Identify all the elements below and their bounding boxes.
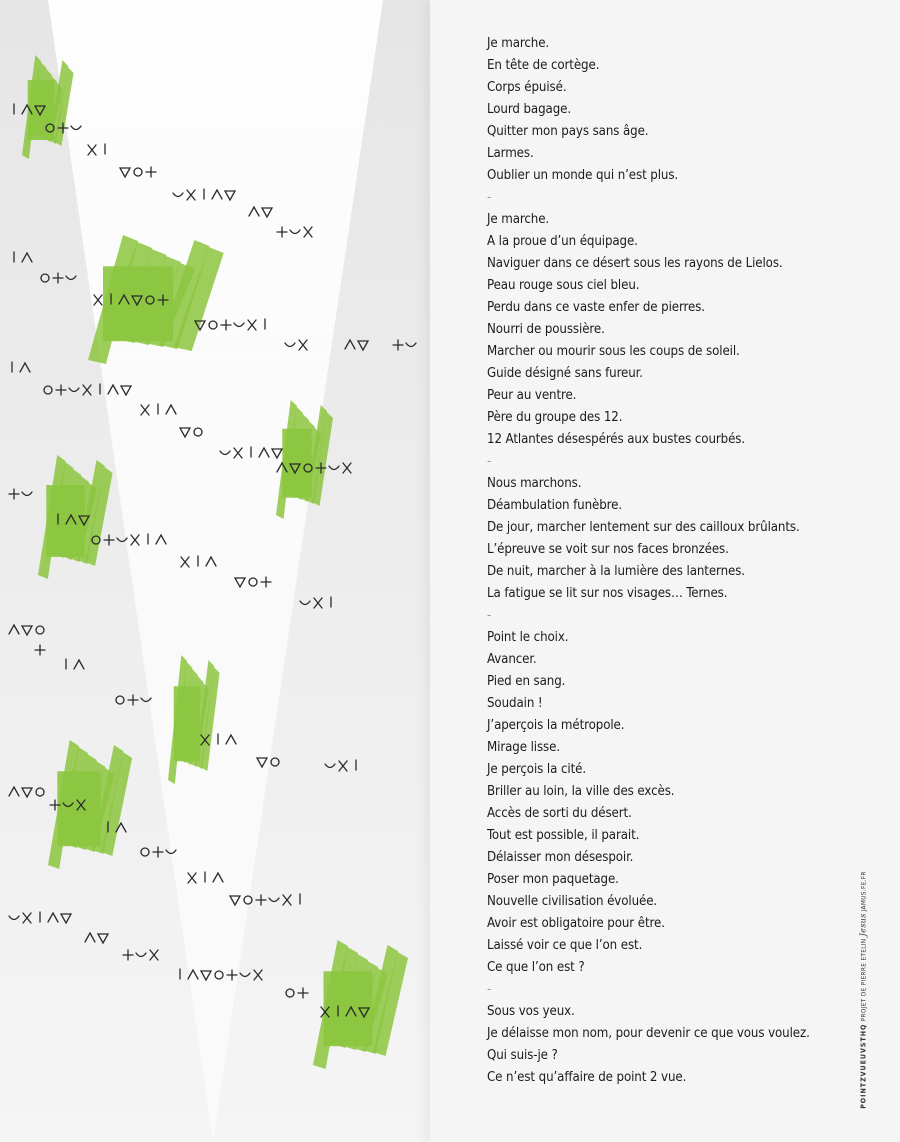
green-brush-stroke <box>313 940 408 1069</box>
glyph <box>22 626 32 635</box>
poem-line: Larmes. <box>487 146 534 161</box>
signature: Jesus <box>858 913 868 937</box>
green-brush-stroke <box>38 455 113 579</box>
glyph <box>53 273 63 283</box>
stanza-separator: - <box>487 454 492 469</box>
glyph <box>20 363 30 372</box>
poem-line: De nuit, marcher à la lumière des lanternes. <box>487 564 745 579</box>
glyph-group <box>300 597 331 608</box>
poem-line: Nous marchons. <box>487 476 582 491</box>
poem-line: Avoir est obligatoire pour être. <box>487 916 665 931</box>
poem-line: 12 Atlantes désespérés aux bustes courbés. <box>487 432 746 447</box>
poem-line: Je marche. <box>487 36 550 51</box>
glyph <box>136 953 146 957</box>
glyph <box>48 913 58 922</box>
glyph <box>339 761 347 771</box>
glyph-group <box>66 659 84 669</box>
poem-line: Qui suis-je ? <box>487 1048 558 1063</box>
stanza-separator: - <box>487 608 492 623</box>
glyph <box>256 895 266 905</box>
glyph-artwork <box>0 0 430 1142</box>
glyph <box>22 788 32 797</box>
glyph <box>104 535 114 545</box>
glyph <box>254 970 262 980</box>
glyph <box>343 463 351 473</box>
poem-line: Pied en sang. <box>487 674 566 689</box>
glyph <box>358 341 368 350</box>
glyph-group <box>393 340 416 350</box>
poem-line: Ce n’est qu’affaire de point 2 vue. <box>487 1070 687 1085</box>
glyph-group <box>345 340 368 350</box>
glyph <box>23 913 31 923</box>
poem-line: Laissé voir ce que l’on est. <box>487 938 643 953</box>
glyph <box>98 934 108 943</box>
glyph-artwork-panel <box>0 0 430 1142</box>
poem-line: Père du groupe des 12. <box>487 410 623 425</box>
glyph <box>153 847 163 857</box>
glyph <box>271 758 279 766</box>
glyph <box>150 950 158 960</box>
glyph <box>9 787 19 796</box>
poem-line: Je marche. <box>487 212 550 227</box>
credit-site: JAMUS.FE.FR <box>859 871 868 912</box>
poem-text <box>487 33 827 1089</box>
glyph <box>329 466 339 470</box>
glyph <box>345 340 355 349</box>
poem-page <box>430 0 900 1142</box>
poem-line: L’épreuve se voit sur nos faces bronzées. <box>487 542 729 557</box>
poem-line: Avancer. <box>487 652 537 667</box>
poem-line: Nouvelle civilisation évoluée. <box>487 894 658 909</box>
glyph <box>314 598 322 608</box>
poem-line: Accès de sorti du désert. <box>487 806 632 821</box>
vertical-credit <box>858 871 868 1109</box>
poem-line: Sous vos yeux. <box>487 1004 575 1019</box>
glyph-group <box>9 489 32 499</box>
poem-line: Poser mon paquetage. <box>487 872 619 887</box>
glyph <box>83 385 91 395</box>
glyph <box>300 601 310 605</box>
glyph-group <box>9 912 71 923</box>
glyph <box>283 895 291 905</box>
poem-line: Quitter mon pays sans âge. <box>487 124 649 139</box>
glyph <box>123 950 133 960</box>
glyph-group <box>85 933 108 943</box>
glyph <box>269 898 279 902</box>
glyph-group <box>123 950 158 960</box>
poem-line: Délaisser mon désespoir. <box>487 850 634 865</box>
brand-logo: POINTZVUEUVSTHQ <box>859 1023 868 1109</box>
glyph <box>56 385 66 395</box>
poem-line: Ce que l’on est ? <box>487 960 585 975</box>
glyph-group <box>325 760 356 771</box>
glyph <box>117 538 127 542</box>
poem-line: Perdu dans ce vaste enfer de pierres. <box>487 300 705 315</box>
glyph <box>325 764 335 768</box>
poem-line: Peur au ventre. <box>487 388 577 403</box>
glyph-group <box>9 625 44 635</box>
poem-line: Point le choix. <box>487 630 569 645</box>
glyph <box>74 660 84 669</box>
poem-line: Lourd bagage. <box>487 102 572 117</box>
poem-line: Corps épuisé. <box>487 80 567 95</box>
credit-text: PROJET DE PIERRE ETELIN <box>859 938 868 1022</box>
glyph <box>22 492 32 496</box>
glyph-group <box>14 252 32 262</box>
stanza-separator: - <box>487 982 492 997</box>
glyph <box>22 253 32 262</box>
glyph-group <box>9 787 44 797</box>
poem-line: Briller au loin, la ville des excès. <box>487 784 675 799</box>
poem-line: Je délaisse mon nom, pour devenir ce que vous voulez. <box>487 1026 810 1041</box>
poem-line: Mirage lisse. <box>487 740 561 755</box>
poem-line: Tout est possible, il parait. <box>487 828 640 843</box>
glyph <box>85 933 95 942</box>
poem-line: La fatigue se lit sur nos visages… Ternes. <box>487 586 728 601</box>
green-brush-stroke <box>48 740 132 869</box>
green-brush-stroke <box>22 55 74 159</box>
glyph <box>406 343 416 347</box>
poem-line: Soudain ! <box>487 696 543 711</box>
poem-line: Je perçois la cité. <box>487 762 586 777</box>
glyph-group <box>286 988 308 998</box>
glyph <box>61 914 71 923</box>
glyph-group <box>116 695 151 705</box>
poem-line: En tête de cortège. <box>487 58 600 73</box>
poem-line: Déambulation funèbre. <box>487 498 622 513</box>
glyph <box>9 625 19 634</box>
glyph <box>69 388 79 392</box>
glyph <box>286 989 294 997</box>
glyph-group <box>35 645 45 655</box>
glyph <box>66 276 76 280</box>
stanza-separator: - <box>487 190 492 205</box>
poem-line: Oublier un monde qui n’est plus. <box>487 168 679 183</box>
poem-line: Peau rouge sous ciel bleu. <box>487 278 640 293</box>
glyph <box>116 696 124 704</box>
glyph <box>298 988 308 998</box>
glyph <box>141 848 149 856</box>
glyph-group <box>12 362 30 372</box>
glyph <box>393 340 403 350</box>
glyph <box>128 695 138 705</box>
glyph <box>36 788 44 796</box>
glyph <box>41 274 49 282</box>
glyph <box>9 489 19 499</box>
glyph <box>35 645 45 655</box>
poem-line: Naviguer dans ce désert sous les rayons de Lielos. <box>487 256 783 271</box>
glyph <box>36 626 44 634</box>
poem-line: Guide désigné sans fureur. <box>487 366 643 381</box>
glyph <box>9 916 19 920</box>
poem-line: De jour, marcher lentement sur des cailloux brûlants. <box>487 520 800 535</box>
poem-line: Nourri de poussière. <box>487 322 605 337</box>
poem-line: J’aperçois la métropole. <box>487 718 625 733</box>
poem-line: Marcher ou mourir sous les coups de soleil. <box>487 344 740 359</box>
glyph-group <box>41 273 76 283</box>
glyph <box>240 973 250 977</box>
glyph <box>44 386 52 394</box>
poem-line: A la proue d’un équipage. <box>487 234 638 249</box>
